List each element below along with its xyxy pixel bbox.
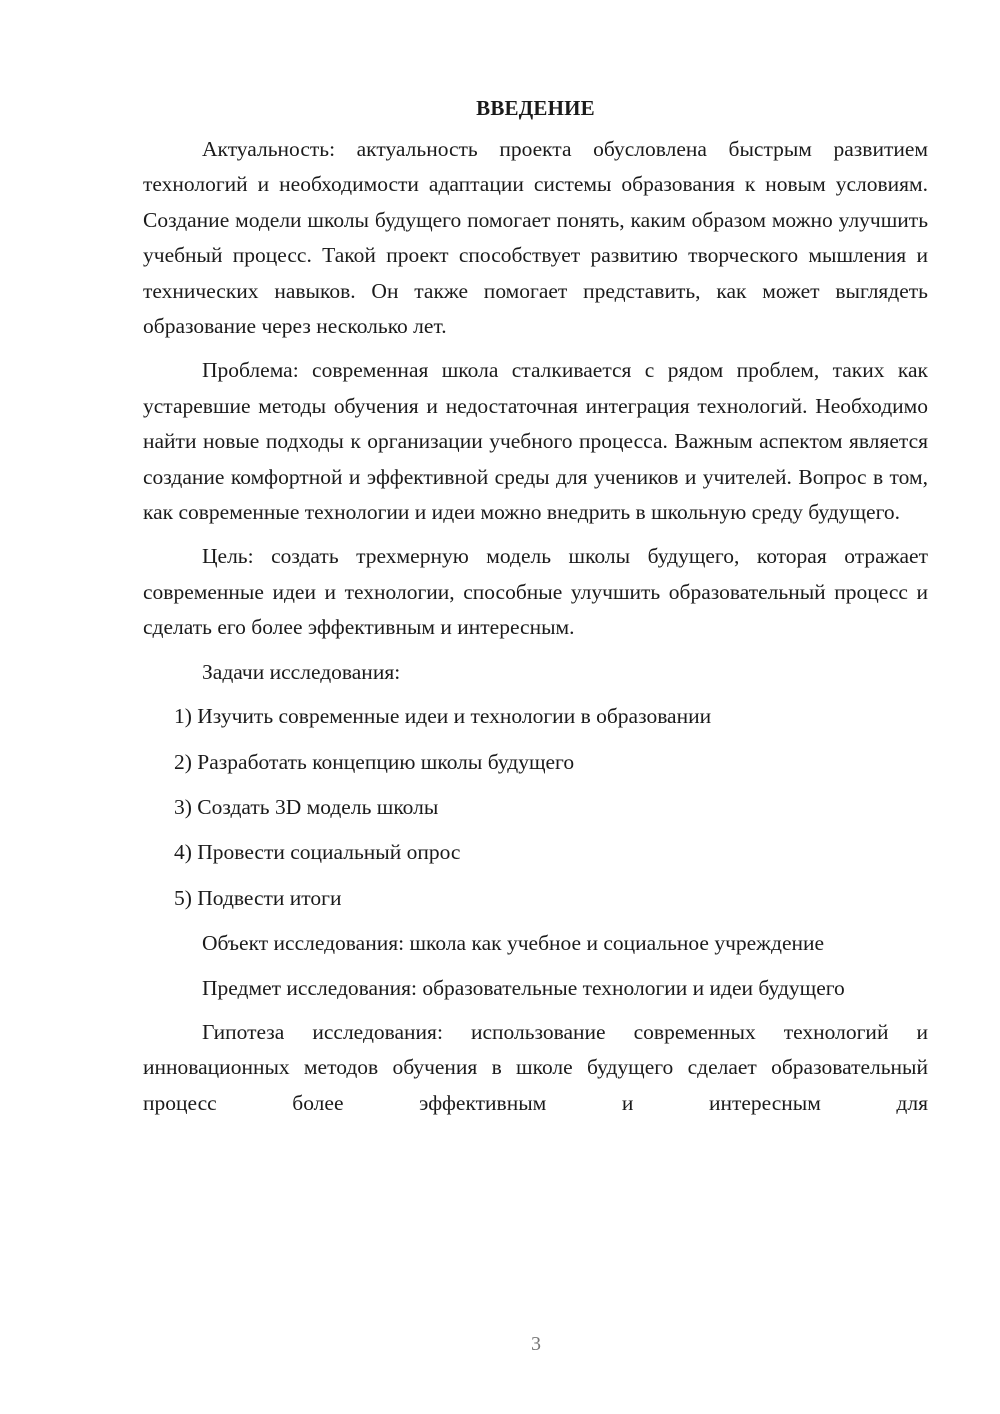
- hypothesis-paragraph: Гипотеза исследования: использование современных технологий и инновационных методов обучения в школе будущего сделает образовательный процесс более эффективным и интересным для: [143, 1019, 928, 1115]
- document-page: [143, 90, 928, 1130]
- page-title: ВВЕДЕНИЕ: [476, 96, 595, 120]
- list-item: 4) Провести социальный опрос: [174, 840, 461, 865]
- goal-paragraph: Цель: создать трехмерную модель школы будущего, которая отражает современные идеи и технологии, способные улучшить образовательный процесс и сделать его более эффективным и интересным.: [143, 544, 928, 640]
- list-item: 3) Создать 3D модель школы: [174, 794, 439, 819]
- list-item: 5) Подвести итоги: [174, 885, 342, 910]
- page-number: 3: [531, 1333, 541, 1355]
- tasks-label: Задачи исследования:: [202, 659, 401, 684]
- relevance-paragraph: Актуальность: актуальность проекта обусловлена быстрым развитием технологий и необходимости адаптации системы образования к новым условиям. Создание модели школы будущего помогает понять, каким образом можно улучшить учебный процесс. Такой проект способствует развитию творческого мышления и технических навыков. Он также помогает представить, как может выглядеть образование через несколько лет.: [143, 137, 928, 339]
- list-item: 1) Изучить современные идеи и технологии в образовании: [174, 704, 712, 729]
- problem-paragraph: Проблема: современная школа сталкивается с рядом проблем, таких как устаревшие методы обучения и недостаточная интеграция технологий. Необходимо найти новые подходы к организации учебного процесса. Важным аспектом является создание комфортной и эффективной среды для учеников и учителей. Вопрос в том, как современные технологии и идеи можно внедрить в школьную среду будущего.: [143, 358, 928, 525]
- list-item: 2) Разработать концепцию школы будущего: [174, 749, 575, 774]
- object-paragraph: Объект исследования: школа как учебное и социальное учреждение: [202, 931, 825, 956]
- subject-paragraph: Предмет исследования: образовательные технологии и идеи будущего: [202, 975, 845, 1000]
- tasks-list: [143, 699, 928, 916]
